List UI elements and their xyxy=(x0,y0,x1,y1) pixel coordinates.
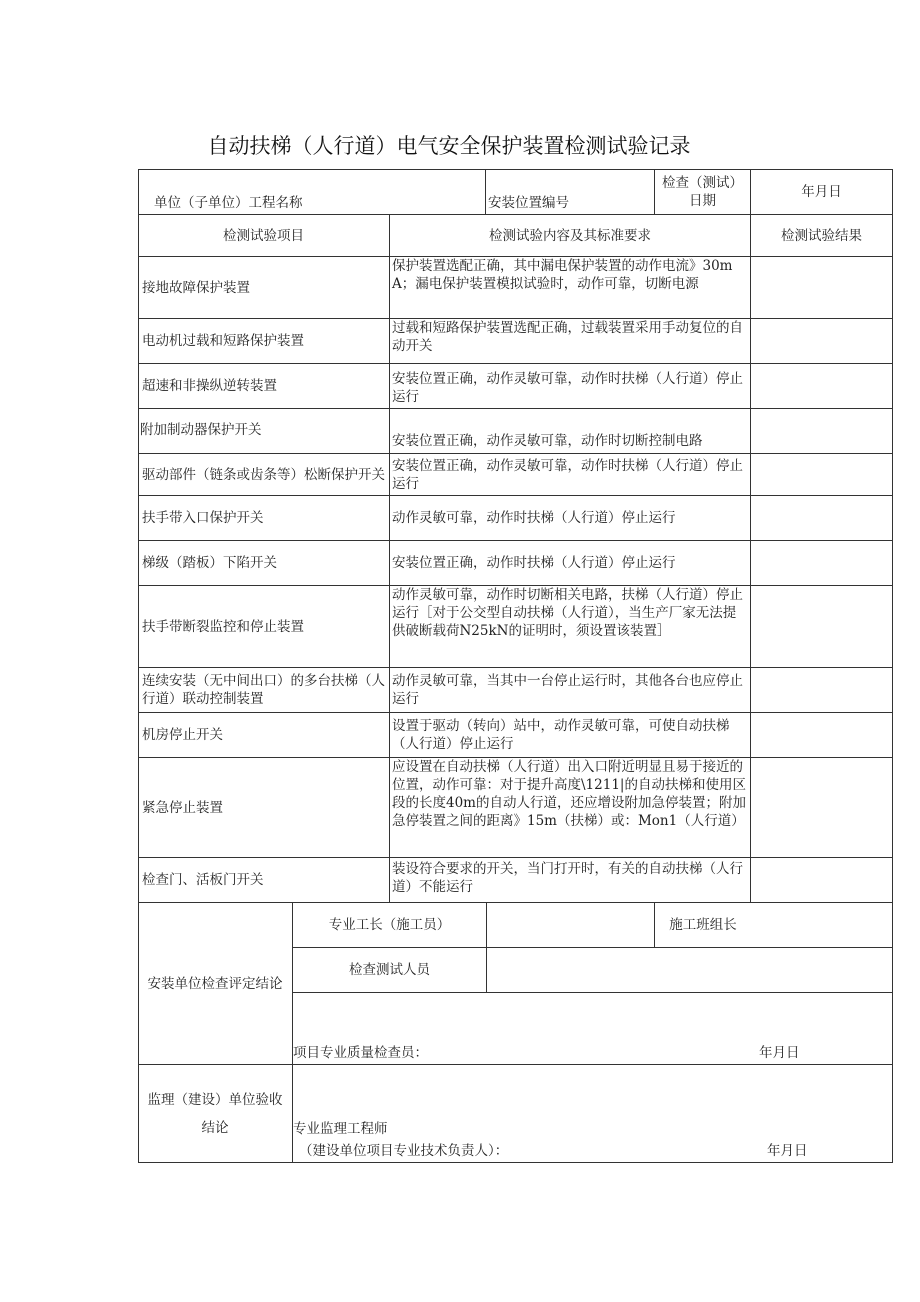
table-row-content: 过载和短路保护装置选配正确，过载装置采用手动复位的自动开关 xyxy=(390,319,751,364)
install-position-label: 安装位置编号 xyxy=(488,195,569,211)
page-title: 自动扶梯（人行道）电气安全保护装置检测试验记录 xyxy=(207,134,691,158)
tester-signature[interactable] xyxy=(487,948,893,993)
table-row-content: 安装位置正确，动作灵敏可靠，动作时扶梯（人行道）停止运行 xyxy=(390,364,751,409)
table-row-result[interactable] xyxy=(751,364,893,409)
foreman-signature[interactable] xyxy=(487,903,655,948)
quality-inspector-date: 年月日 xyxy=(759,1045,800,1061)
supervision-conclusion-label: 监理（建设）单位验收结论 xyxy=(138,1065,293,1163)
col-header-item: 检测试验项目 xyxy=(138,215,390,257)
table-row-result[interactable] xyxy=(751,758,893,858)
inspection-form xyxy=(138,169,893,1163)
table-row-item: 附加制动器保护开关 xyxy=(138,409,390,454)
table-row-result[interactable] xyxy=(751,586,893,668)
table-row-item: 紧急停止装置 xyxy=(138,758,390,858)
table-row-content: 保护装置选配正确，其中漏电保护装置的动作电流》30mA；漏电保护装置模拟试验时，动作可靠，切断电源 xyxy=(390,257,751,319)
table-row-result[interactable] xyxy=(751,713,893,758)
table-row-content: 安装位置正确，动作灵敏可靠，动作时扶梯（人行道）停止运行 xyxy=(390,454,751,496)
table-row-result[interactable] xyxy=(751,668,893,713)
supervision-date: 年月日 xyxy=(767,1143,808,1159)
table-row-item: 驱动部件（链条或齿条等）松断保护开关 xyxy=(138,454,390,496)
table-row-item: 梯级（踏板）下陷开关 xyxy=(138,541,390,586)
col-header-content: 检测试验内容及其标准要求 xyxy=(390,215,751,257)
supervision-engineer-label: 专业监理工程师 xyxy=(293,1121,388,1137)
test-date-label-line1: 检查（测试） xyxy=(662,174,743,191)
table-row-content: 安装位置正确，动作时扶梯（人行道）停止运行 xyxy=(390,541,751,586)
table-row-result[interactable] xyxy=(751,454,893,496)
owner-technical-lead-label: （建设单位项目专业技术负责人）： xyxy=(299,1143,509,1159)
unit-name-label: 单位（子单位）工程名称 xyxy=(154,195,303,211)
foreman-label: 专业工长（施工员） xyxy=(293,903,487,948)
table-row-result[interactable] xyxy=(751,257,893,319)
table-row-content: 动作灵敏可靠，动作时扶梯（人行道）停止运行 xyxy=(390,496,751,541)
test-date-label-line2: 日期 xyxy=(689,192,716,209)
test-date-value-cell xyxy=(751,169,893,215)
team-leader-signature[interactable] xyxy=(751,903,893,948)
table-row-content: 装设符合要求的开关，当门打开时，有关的自动扶梯（人行道）不能运行 xyxy=(390,858,751,903)
table-row-content: 设置于驱动（转向）站中，动作灵敏可靠，可使自动扶梯（人行道）停止运行 xyxy=(390,713,751,758)
table-row-result[interactable] xyxy=(751,541,893,586)
col-header-result: 检测试验结果 xyxy=(751,215,893,257)
supervision-signature-box[interactable] xyxy=(293,1065,893,1163)
quality-inspector-box[interactable] xyxy=(293,993,893,1065)
table-row-result[interactable] xyxy=(751,496,893,541)
table-row-content: 应设置在自动扶梯（人行道）出入口附近明显且易于接近的位置，动作可靠：对于提升高度\1211|的自动扶梯和使用区段的长度40m的自动人行道，还应增设附加急停装置；附加急停装置之间的距离》15m（扶梯）或：Mon1（人行道） xyxy=(390,758,751,858)
table-row-item: 扶手带入口保护开关 xyxy=(138,496,390,541)
table-row-item: 机房停止开关 xyxy=(138,713,390,758)
table-row-result[interactable] xyxy=(751,409,893,454)
table-row-content: 安装位置正确，动作灵敏可靠，动作时切断控制电路 xyxy=(390,409,751,454)
quality-inspector-label: 项目专业质量检查员： xyxy=(293,1045,428,1061)
tester-label: 检查测试人员 xyxy=(293,948,487,993)
test-date-label-cell xyxy=(655,169,751,215)
table-row-item: 检查门、活板门开关 xyxy=(138,858,390,903)
table-row-item: 超速和非操纵逆转装置 xyxy=(138,364,390,409)
test-date-value: 年月日 xyxy=(801,183,842,200)
install-conclusion-label: 安装单位检查评定结论 xyxy=(138,903,293,1065)
table-row-content: 动作灵敏可靠，动作时切断相关电路，扶梯（人行道）停止运行［对于公交型自动扶梯（人行道），当生产厂家无法提供破断载荷N25kN的证明时，须设置该装置］ xyxy=(390,586,751,668)
unit-name-cell xyxy=(138,169,486,215)
table-row-content: 动作灵敏可靠，当其中一台停止运行时，其他各台也应停止运行 xyxy=(390,668,751,713)
table-row-item: 电动机过载和短路保护装置 xyxy=(138,319,390,364)
table-row-item: 接地故障保护装置 xyxy=(138,257,390,319)
install-position-cell xyxy=(486,169,655,215)
table-row-item: 连续安装（无中间出口）的多台扶梯（人行道）联动控制装置 xyxy=(138,668,390,713)
table-row-result[interactable] xyxy=(751,319,893,364)
table-row-result[interactable] xyxy=(751,858,893,903)
table-row-item: 扶手带断裂监控和停止装置 xyxy=(138,586,390,668)
team-leader-label: 施工班组长 xyxy=(655,903,751,948)
